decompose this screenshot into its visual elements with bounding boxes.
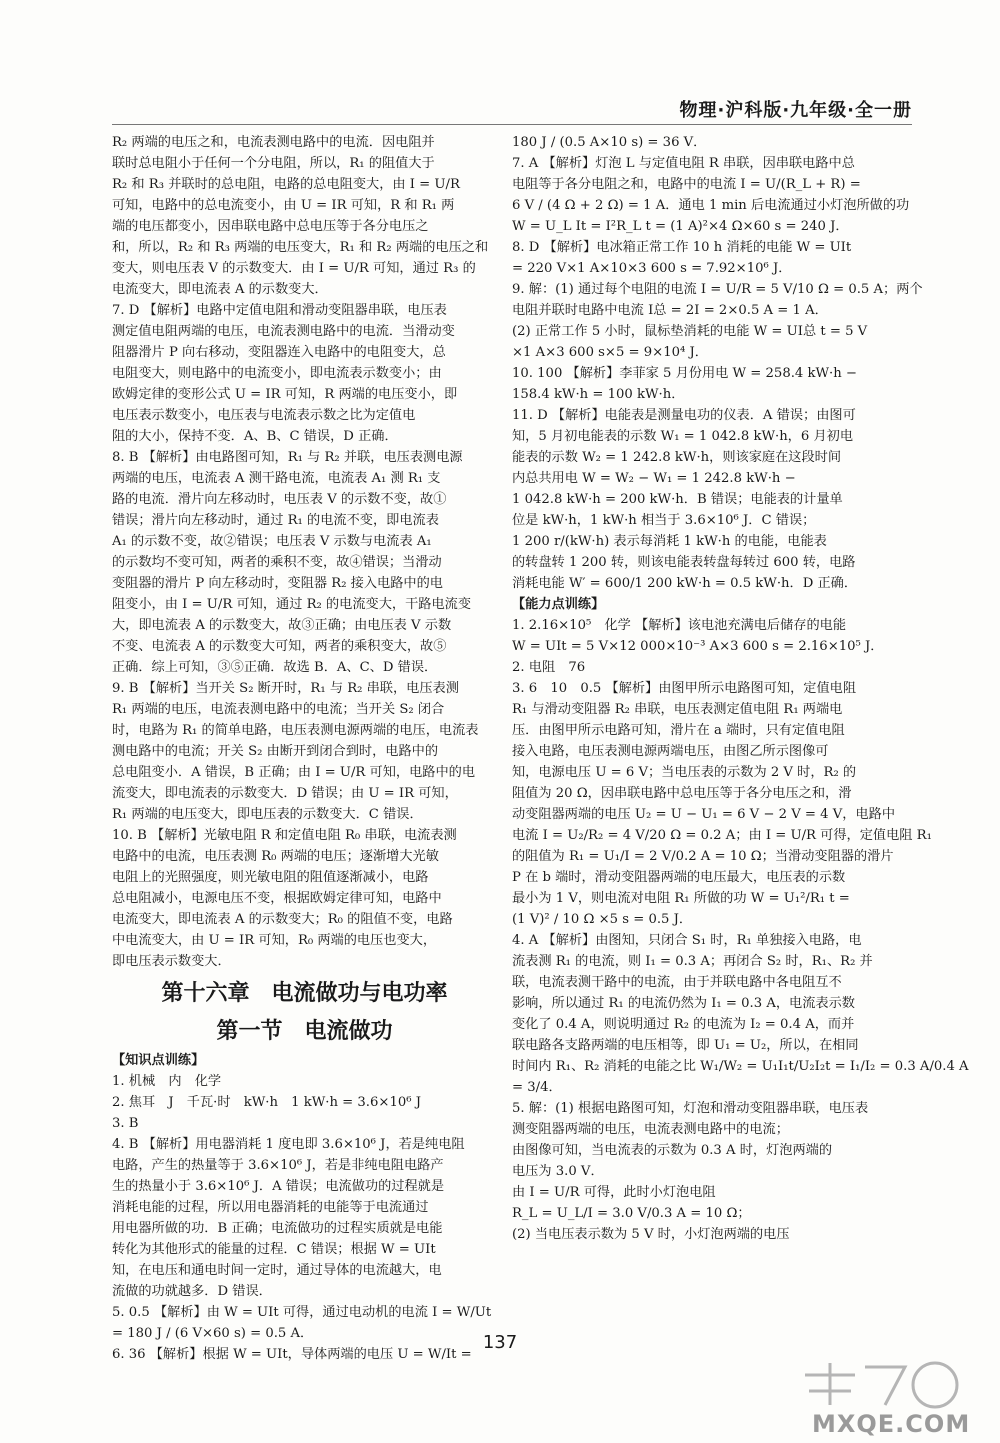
text-line: 由图像可知，当电流表的示数为 0.3 A 时，灯泡两端的 bbox=[512, 1143, 833, 1158]
text-line: 时间内 R₁、R₂ 消耗的电能之比 W₁/W₂ = U₁I₁t/U₂I₂t = I₁/I₂ = 0.3 A/0.4 A bbox=[512, 1059, 969, 1074]
text-line: 流变大，即电流表的示数变大．D 错误；由 U = IR 可知， bbox=[112, 786, 458, 801]
text-line: 8. B 【解析】由电路图可知，R₁ 与 R₂ 并联，电压表测电源 bbox=[112, 450, 463, 465]
text-line: 路的电流．滑片向左移动时，电压表 V 的示数不变，故① bbox=[112, 492, 447, 507]
chapter-title: 第十六章 电流做功与电功率 bbox=[161, 980, 448, 1006]
text-line: 转化为其他形式的能量的过程．C 错误；根据 W = UIt bbox=[112, 1242, 436, 1257]
text-line: 和，所以，R₂ 和 R₃ 两端的电压变大，R₁ 和 R₂ 两端的电压之和 bbox=[112, 240, 489, 255]
text-line: 2. 焦耳 J 千瓦·时 kW·h 1 kW·h = 3.6×10⁶ J bbox=[112, 1095, 421, 1110]
text-line: 6 V / (4 Ω + 2 Ω) = 1 A．通电 1 min 后电流通过小灯泡所做的功 bbox=[512, 198, 910, 213]
text-line: 9. B 【解析】当开关 S₂ 断开时，R₁ 与 R₂ 串联，电压表测 bbox=[112, 681, 459, 696]
text-line: 阻变小，由 I = U/R 可知，通过 R₂ 的电流变大，干路电流变 bbox=[112, 597, 472, 612]
text-line: 测定值电阻两端的电压，电流表测电路中的电流．当滑动变 bbox=[112, 324, 455, 339]
text-line: 电路，产生的热量等于 3.6×10⁶ J，若是非纯电阻电路产 bbox=[112, 1158, 444, 1173]
text-line: R₁ 两端的电压，电流表测电路中的电流；当开关 S₂ 闭合 bbox=[112, 702, 445, 717]
text-line: 阻器滑片 P 向右移动，变阻器连入电路中的电阻变大，总 bbox=[112, 345, 446, 360]
text-line: 总电阻变小．A 错误，B 正确；由 I = U/R 可知，电路中的电 bbox=[112, 765, 476, 780]
text-line: 10. 100 【解析】李菲家 5 月份用电 W = 258.4 kW·h − bbox=[512, 366, 857, 381]
text-line: 电流 I = U₂/R₂ = 4 V/20 Ω = 0.2 A；由 I = U/R 可得，定值电阻 R₁ bbox=[512, 828, 932, 843]
text-line: 158.4 kW·h = 100 kW·h． bbox=[512, 387, 685, 402]
text-line: 2. 电阻 76 bbox=[512, 660, 586, 675]
text-line: R₂ 和 R₃ 并联时的总电阻，电路的总电阻变大，由 I = U/R bbox=[112, 177, 460, 192]
text-line: 电压为 3.0 V． bbox=[512, 1164, 604, 1179]
text-line: R_L = U_L/I = 3.0 V/0.3 A = 10 Ω； bbox=[512, 1206, 751, 1221]
text-line: 10. B 【解析】光敏电阻 R 和定值电阻 R₀ 串联，电流表测 bbox=[112, 828, 457, 843]
text-line: 错误；滑片向左移动时，通过 R₁ 的电流不变，即电流表 bbox=[112, 513, 439, 528]
text-line: 的示数均不变可知，两者的乘积不变，故④错误；当滑动 bbox=[112, 555, 442, 570]
text-line: 电流变大，即电流表 A 的示数变大． bbox=[112, 282, 328, 297]
text-line: 的转盘转 1 200 转，则该电能表转盘每转过 600 转，电路 bbox=[512, 555, 856, 570]
text-line: 用电器所做的功．B 正确；电流做功的过程实质就是电能 bbox=[112, 1221, 443, 1236]
text-line: ×1 A×3 600 s×5 = 9×10⁴ J． bbox=[512, 345, 708, 360]
text-line: 两端的电压，电流表 A 测干路电流，电流表 A₁ 测 R₁ 支 bbox=[112, 471, 441, 486]
watermark-text: MXQE.COM bbox=[812, 1410, 971, 1438]
text-line: (2) 当电压表示数为 5 V 时，小灯泡两端的电压 bbox=[512, 1227, 790, 1242]
text-line: = 3/4． bbox=[512, 1080, 562, 1095]
text-line: P 在 b 端时，滑动变阻器两端的电压最大，电压表的示数 bbox=[512, 870, 846, 885]
text-line: 能表的示数 W₂ = 1 242.8 kW·h，则该家庭在这段时间 bbox=[512, 450, 842, 465]
text-line: 即电压表示数变大． bbox=[112, 954, 231, 969]
text-line: 1. 机械 内 化学 bbox=[112, 1074, 222, 1089]
text-line: 知，在电压和通电时间一定时，通过导体的电流越大，电 bbox=[112, 1263, 442, 1278]
section-heading: 【能力点训练】 bbox=[512, 597, 605, 612]
text-line: 6. 36 【解析】根据 W = UIt，导体两端的电压 U = W/It = bbox=[112, 1347, 472, 1362]
text-line: W = U_L It = I²R_L t = (1 A)²×4 Ω×60 s = 240 J． bbox=[512, 219, 849, 234]
text-line: 1 200 r/(kW·h) 表示每消耗 1 kW·h 的电能，电能表 bbox=[512, 534, 827, 549]
text-line: R₁ 与滑动变阻器 R₂ 串联，电压表测定值电阻 R₁ 两端电 bbox=[512, 702, 843, 717]
section-heading: 【知识点训练】 bbox=[112, 1053, 205, 1068]
text-line: 联时总电阻小于任何一个分电阻，所以，R₁ 的阻值大于 bbox=[112, 156, 435, 171]
text-line: 流做的功就越多．D 错误． bbox=[112, 1284, 272, 1299]
text-line: 5. 解：(1) 根据电路图可知，灯泡和滑动变阻器串联，电压表 bbox=[512, 1101, 869, 1116]
text-line: 8. D 【解析】电冰箱正常工作 10 h 消耗的电能 W = UIt bbox=[512, 240, 852, 255]
text-line: 变阻器的滑片 P 向左移动时，变阻器 R₂ 接入电路中的电 bbox=[112, 576, 443, 591]
text-line: 测电路中的电流；开关 S₂ 由断开到闭合到时，电路中的 bbox=[112, 744, 439, 759]
text-line: 阻值为 20 Ω，因串联电路中总电压等于各分电压之和，滑 bbox=[512, 786, 852, 801]
text-line: 电阻上的光照强度，则光敏电阻的阻值逐渐减小，电路 bbox=[112, 870, 429, 885]
text-line: 动变阻器两端的电压 U₂ = U − U₁ = 6 V − 2 V = 4 V，电路中 bbox=[512, 807, 896, 822]
text-line: A₁ 的示数不变，故②错误；电压表 V 示数与电流表 A₁ bbox=[112, 534, 432, 549]
text-line: 电阻等于各分电阻之和，电路中的电流 I = U/(R_L + R) = bbox=[512, 177, 861, 192]
text-line: 1 042.8 kW·h = 200 kW·h．B 错误；电能表的计量单 bbox=[512, 492, 843, 507]
text-line: 内总共用电 W = W₂ − W₁ = 1 242.8 kW·h − bbox=[512, 471, 796, 486]
text-line: 联电路各支路两端的电压相等，即 U₁ = U₂，所以，在相同 bbox=[512, 1038, 859, 1053]
text-line: 3. 6 10 0.5 【解析】由图甲所示电路图可知，定值电阻 bbox=[512, 681, 857, 696]
text-line: 消耗电能 W′ = 600/1 200 kW·h = 0.5 kW·h．D 正确． bbox=[512, 576, 858, 591]
text-line: 3. B bbox=[112, 1116, 139, 1131]
header-rule bbox=[112, 124, 912, 125]
text-line: 电路中的电流，电压表测 R₀ 两端的电压；逐渐增大光敏 bbox=[112, 849, 439, 864]
text-line: 知，5 月初电能表的示数 W₁ = 1 042.8 kW·h，6 月初电 bbox=[512, 429, 854, 444]
text-line: 不变、电流表 A 的示数变大可知，两者的乘积变大，故⑤ bbox=[112, 639, 447, 654]
text-line: 消耗电能的过程，所以用电器消耗的电能等于电流通过 bbox=[112, 1200, 429, 1215]
text-line: 总电阻减小，电源电压不变，根据欧姆定律可知，电路中 bbox=[112, 891, 442, 906]
text-line: 正确．综上可知，③⑤正确．故选 B．A、C、D 错误． bbox=[112, 660, 438, 675]
right-column bbox=[512, 132, 969, 1245]
text-line: = 220 V×1 A×10×3 600 s = 7.92×10⁶ J． bbox=[512, 261, 792, 276]
text-line: 测变阻器两端的电压，电流表测电路中的电流； bbox=[512, 1122, 789, 1137]
text-line: 可知，电路中的总电流变小，由 U = IR 可知，R 和 R₁ 两 bbox=[112, 198, 455, 213]
text-line: 阻的大小，保持不变．A、B、C 错误，D 正确． bbox=[112, 429, 398, 444]
text-line: 变大，则电压表 V 的示数变大．由 I = U/R 可知，通过 R₃ 的 bbox=[112, 261, 476, 276]
text-line: 电阻并联时电路中电流 I总 = 2I = 2×0.5 A = 1 A． bbox=[512, 303, 828, 318]
text-line: 变化了 0.4 A，则说明通过 R₂ 的电流为 I₂ = 0.4 A，而并 bbox=[512, 1017, 855, 1032]
text-line: 9. 解：(1) 通过每个电阻的电流 I = U/R = 5 V/10 Ω = 0.5 A；两个 bbox=[512, 282, 923, 297]
text-line: 接入电路，电压表测电源两端电压，由图乙所示图像可 bbox=[512, 744, 829, 759]
text-line: 欧姆定律的变形公式 U = IR 可知，R 两端的电压变小，即 bbox=[112, 387, 458, 402]
text-line: 4. A 【解析】由图知，只闭合 S₁ 时，R₁ 单独接入电路，电 bbox=[512, 933, 862, 948]
text-line: 最小为 1 V，则电流对电阻 R₁ 所做的功 W = U₁²/R₁ t = bbox=[512, 891, 850, 906]
text-line: (1 V)² / 10 Ω ×5 s = 0.5 J． bbox=[512, 912, 693, 927]
text-line: 4. B 【解析】用电器消耗 1 度电即 3.6×10⁶ J，若是纯电阻 bbox=[112, 1137, 465, 1152]
text-line: = 180 J / (6 V×60 s) = 0.5 A． bbox=[112, 1326, 314, 1341]
text-line: R₂ 两端的电压之和，电流表测电路中的电流．因电阻并 bbox=[112, 135, 435, 150]
text-line: 由 I = U/R 可得，此时小灯泡电阻 bbox=[512, 1185, 716, 1200]
text-line: 大，即电流表 A 的示数变大，故③正确；由电压表 V 示数 bbox=[112, 618, 452, 633]
text-line: 电流变大，即电流表 A 的示数变大；R₀ 的阻值不变，电路 bbox=[112, 912, 453, 927]
text-line: 时，电路为 R₁ 的简单电路，电压表测电源两端的电压，电流表 bbox=[112, 723, 479, 738]
running-header-title: 物理·沪科版·九年级·全一册 bbox=[679, 100, 912, 121]
text-line: 电压表示数变小，电压表与电流表示数之比为定值电 bbox=[112, 408, 416, 423]
text-line: 流表测 R₁ 的电流，则 I₁ = 0.3 A；再闭合 S₂ 时，R₁、R₂ 并 bbox=[512, 954, 873, 969]
text-line: 180 J / (0.5 A×10 s) = 36 V． bbox=[512, 135, 707, 150]
text-line: (2) 正常工作 5 小时，鼠标垫消耗的电能 W = UI总 t = 5 V bbox=[512, 324, 868, 339]
text-line: 知，电源电压 U = 6 V；当电压表的示数为 2 V 时，R₂ 的 bbox=[512, 765, 857, 780]
text-line: 中电流变大，由 U = IR 可知，R₀ 两端的电压也变大， bbox=[112, 933, 437, 948]
text-line: 联，电流表测干路中的电流，由于并联电路中各电阻互不 bbox=[512, 975, 842, 990]
text-line: 7. D 【解析】电路中定值电阻和滑动变阻器串联，电压表 bbox=[112, 303, 447, 318]
text-line: 影响，所以通过 R₁ 的电流仍然为 I₁ = 0.3 A，电流表示数 bbox=[512, 996, 855, 1011]
text-line: R₁ 两端的电压变大，即电压表的示数变大．C 错误． bbox=[112, 807, 423, 822]
text-line: 生的热量小于 3.6×10⁶ J．A 错误；电流做功的过程就是 bbox=[112, 1179, 445, 1194]
left-column bbox=[112, 132, 497, 1365]
text-line: 7. A 【解析】灯泡 L 与定值电阻 R 串联，因串联电路中总 bbox=[512, 156, 855, 171]
text-line: 11. D 【解析】电能表是测量电功的仪表．A 错误；由图可 bbox=[512, 408, 856, 423]
chapter-title: 第一节 电流做功 bbox=[216, 1018, 393, 1044]
text-line: 电阻变大，则电路中的电流变小，即电流表示数变小；由 bbox=[112, 366, 442, 381]
text-line: 压．由图甲所示电路可知，滑片在 a 端时，只有定值电阻 bbox=[512, 723, 845, 738]
text-line: W = UIt = 5 V×12 000×10⁻³ A×3 600 s = 2.16×10⁵ J． bbox=[512, 639, 884, 654]
text-line: 1. 2.16×10⁵ 化学 【解析】该电池充满电后储存的电能 bbox=[512, 618, 847, 633]
text-line: 的阻值为 R₁ = U₁/I = 2 V/0.2 A = 10 Ω；当滑动变阻器的滑片 bbox=[512, 849, 894, 864]
text-line: 位是 kW·h，1 kW·h 相当于 3.6×10⁶ J．C 错误； bbox=[512, 513, 816, 528]
text-line: 端的电压都变小，因串联电路中总电压等于各分电压之 bbox=[112, 219, 429, 234]
text-line: 5. 0.5 【解析】由 W = UIt 可得，通过电动机的电流 I = W/Ut bbox=[112, 1305, 492, 1320]
page-number: 137 bbox=[482, 1332, 518, 1353]
